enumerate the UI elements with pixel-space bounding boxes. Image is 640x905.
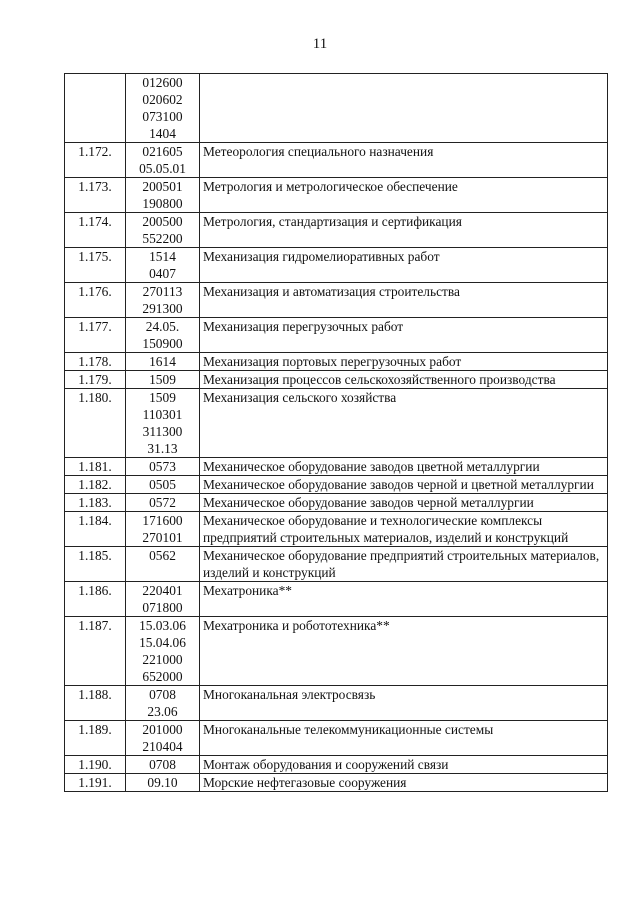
row-number: 1.173. xyxy=(65,178,126,213)
table-row xyxy=(65,178,608,213)
specialty-name: Мехатроника и робототехника** xyxy=(203,618,390,633)
code-value: 220401 xyxy=(142,583,183,598)
table-row xyxy=(65,353,608,371)
specialty-name-cell xyxy=(200,213,608,248)
code-cell xyxy=(126,213,200,248)
specialty-name: Механическое оборудование предприятий строительных материалов, изделий и конструкций xyxy=(203,548,600,580)
table-row xyxy=(65,756,608,774)
specialty-name: Механизация гидромелиоративных работ xyxy=(203,249,440,264)
table-row xyxy=(65,283,608,318)
row-number: 1.180. xyxy=(65,389,126,458)
row-number: 1.174. xyxy=(65,213,126,248)
page-number: 11 xyxy=(312,36,328,52)
code-value: 270113 xyxy=(142,284,183,299)
code-value: 652000 xyxy=(142,669,183,684)
specialty-name: Механизация портовых перегрузочных работ xyxy=(203,354,462,369)
code-cell xyxy=(126,721,200,756)
code-cell xyxy=(126,512,200,547)
code-cell xyxy=(126,389,200,458)
code-value: 0573 xyxy=(149,459,176,474)
code-value: 552200 xyxy=(142,231,183,246)
row-number: 1.188. xyxy=(65,686,126,721)
code-value: 201000 xyxy=(142,722,183,737)
code-value: 221000 xyxy=(142,652,183,667)
specialty-name: Механическое оборудование заводов черной и цветной металлургии xyxy=(203,477,594,492)
specialty-name-cell xyxy=(200,617,608,686)
code-value: 05.05.01 xyxy=(139,161,186,176)
code-cell xyxy=(126,617,200,686)
code-value: 021605 xyxy=(142,144,183,159)
code-cell xyxy=(126,547,200,582)
code-value: 200500 xyxy=(142,214,183,229)
code-cell xyxy=(126,178,200,213)
code-value: 15.04.06 xyxy=(139,635,186,650)
row-number: 1.185. xyxy=(65,547,126,582)
row-number: 1.178. xyxy=(65,353,126,371)
code-value: 073100 xyxy=(142,109,183,124)
code-value: 0505 xyxy=(149,477,176,492)
row-number: 1.189. xyxy=(65,721,126,756)
code-value: 31.13 xyxy=(147,441,178,456)
specialty-name: Механизация и автоматизация строительства xyxy=(203,284,460,299)
code-value: 24.05. xyxy=(145,319,180,334)
specialty-name: Механизация сельского хозяйства xyxy=(203,390,397,405)
table-row xyxy=(65,318,608,353)
code-value: 190800 xyxy=(142,196,183,211)
specialty-table xyxy=(64,73,608,792)
row-number: 1.191. xyxy=(65,774,126,792)
row-number: 1.186. xyxy=(65,582,126,617)
specialty-name: Механическое оборудование заводов черной металлургии xyxy=(203,495,534,510)
specialty-name-cell xyxy=(200,494,608,512)
specialty-name-cell xyxy=(200,512,608,547)
code-value: 270101 xyxy=(142,530,183,545)
code-value: 1509 xyxy=(149,372,176,387)
specialty-name-cell xyxy=(200,686,608,721)
specialty-name: Морские нефтегазовые сооружения xyxy=(203,775,407,790)
specialty-name: Механизация процессов сельскохозяйственного производства xyxy=(203,372,556,387)
row-number: 1.179. xyxy=(65,371,126,389)
row-number: 1.190. xyxy=(65,756,126,774)
row-number: 1.181. xyxy=(65,458,126,476)
specialty-name: Метеорология специального назначения xyxy=(203,144,434,159)
specialty-name: Метрология, стандартизация и сертификация xyxy=(203,214,462,229)
code-cell xyxy=(126,494,200,512)
table-row xyxy=(65,213,608,248)
row-number: 1.175. xyxy=(65,248,126,283)
code-value: 150900 xyxy=(142,336,183,351)
table-row xyxy=(65,74,608,143)
specialty-name-cell xyxy=(200,721,608,756)
table-row xyxy=(65,512,608,547)
code-value: 09.10 xyxy=(147,775,178,790)
code-value: 200501 xyxy=(142,179,183,194)
table-row xyxy=(65,494,608,512)
row-number: 1.183. xyxy=(65,494,126,512)
specialty-name-cell xyxy=(200,476,608,494)
code-value: 23.06 xyxy=(147,704,178,719)
code-value: 1514 xyxy=(149,249,176,264)
code-cell xyxy=(126,371,200,389)
code-value: 210404 xyxy=(142,739,183,754)
specialty-name-cell xyxy=(200,318,608,353)
code-value: 071800 xyxy=(142,600,183,615)
row-number xyxy=(65,74,126,143)
code-cell xyxy=(126,74,200,143)
code-value: 171600 xyxy=(142,513,183,528)
specialty-name: Многоканальные телекоммуникационные системы xyxy=(203,722,494,737)
code-value: 311300 xyxy=(142,424,183,439)
code-value: 15.03.06 xyxy=(139,618,186,633)
specialty-name-cell xyxy=(200,371,608,389)
code-cell xyxy=(126,283,200,318)
row-number: 1.184. xyxy=(65,512,126,547)
code-value: 0708 xyxy=(149,687,176,702)
specialty-name: Метрология и метрологическое обеспечение xyxy=(203,179,458,194)
code-value: 012600 xyxy=(142,75,183,90)
table-row xyxy=(65,547,608,582)
code-cell xyxy=(126,458,200,476)
code-value: 0572 xyxy=(149,495,176,510)
code-value: 020602 xyxy=(142,92,183,107)
code-cell xyxy=(126,686,200,721)
specialty-name: Механизация перегрузочных работ xyxy=(203,319,404,334)
specialty-name-cell xyxy=(200,248,608,283)
row-number: 1.176. xyxy=(65,283,126,318)
table-row xyxy=(65,143,608,178)
code-value: 0407 xyxy=(149,266,176,281)
table-body xyxy=(65,74,608,792)
specialty-name: Многоканальная электросвязь xyxy=(203,687,376,702)
code-value: 291300 xyxy=(142,301,183,316)
code-cell xyxy=(126,353,200,371)
specialty-name-cell xyxy=(200,774,608,792)
code-value: 1404 xyxy=(149,126,176,141)
specialty-name-cell xyxy=(200,458,608,476)
row-number: 1.182. xyxy=(65,476,126,494)
specialty-name-cell xyxy=(200,389,608,458)
table-row xyxy=(65,389,608,458)
specialty-name-cell xyxy=(200,582,608,617)
row-number: 1.172. xyxy=(65,143,126,178)
code-cell xyxy=(126,476,200,494)
specialty-name: Механическое оборудование заводов цветной металлургии xyxy=(203,459,540,474)
code-cell xyxy=(126,582,200,617)
table-row xyxy=(65,248,608,283)
specialty-name-cell xyxy=(200,756,608,774)
specialty-name-cell xyxy=(200,353,608,371)
code-value: 0708 xyxy=(149,757,176,772)
table-row xyxy=(65,582,608,617)
row-number: 1.187. xyxy=(65,617,126,686)
code-value: 1509 xyxy=(149,390,176,405)
code-value: 0562 xyxy=(149,548,176,563)
code-value: 1614 xyxy=(149,354,176,369)
code-cell xyxy=(126,318,200,353)
specialty-name: Механическое оборудование и технологические комплексы предприятий строительных материалов, изделий и конструкций xyxy=(203,513,569,545)
table-row xyxy=(65,371,608,389)
table-row xyxy=(65,458,608,476)
specialty-name: Мехатроника** xyxy=(203,583,292,598)
table-row xyxy=(65,617,608,686)
code-cell xyxy=(126,774,200,792)
code-cell xyxy=(126,248,200,283)
code-cell xyxy=(126,143,200,178)
code-value: 110301 xyxy=(142,407,183,422)
specialty-name-cell xyxy=(200,547,608,582)
row-number: 1.177. xyxy=(65,318,126,353)
table-row xyxy=(65,721,608,756)
code-cell xyxy=(126,756,200,774)
specialty-name-cell xyxy=(200,143,608,178)
specialty-name-cell xyxy=(200,74,608,143)
table-row xyxy=(65,686,608,721)
table-row xyxy=(65,476,608,494)
specialty-name-cell xyxy=(200,178,608,213)
specialty-name-cell xyxy=(200,283,608,318)
table-row xyxy=(65,774,608,792)
specialty-name: Монтаж оборудования и сооружений связи xyxy=(203,757,449,772)
